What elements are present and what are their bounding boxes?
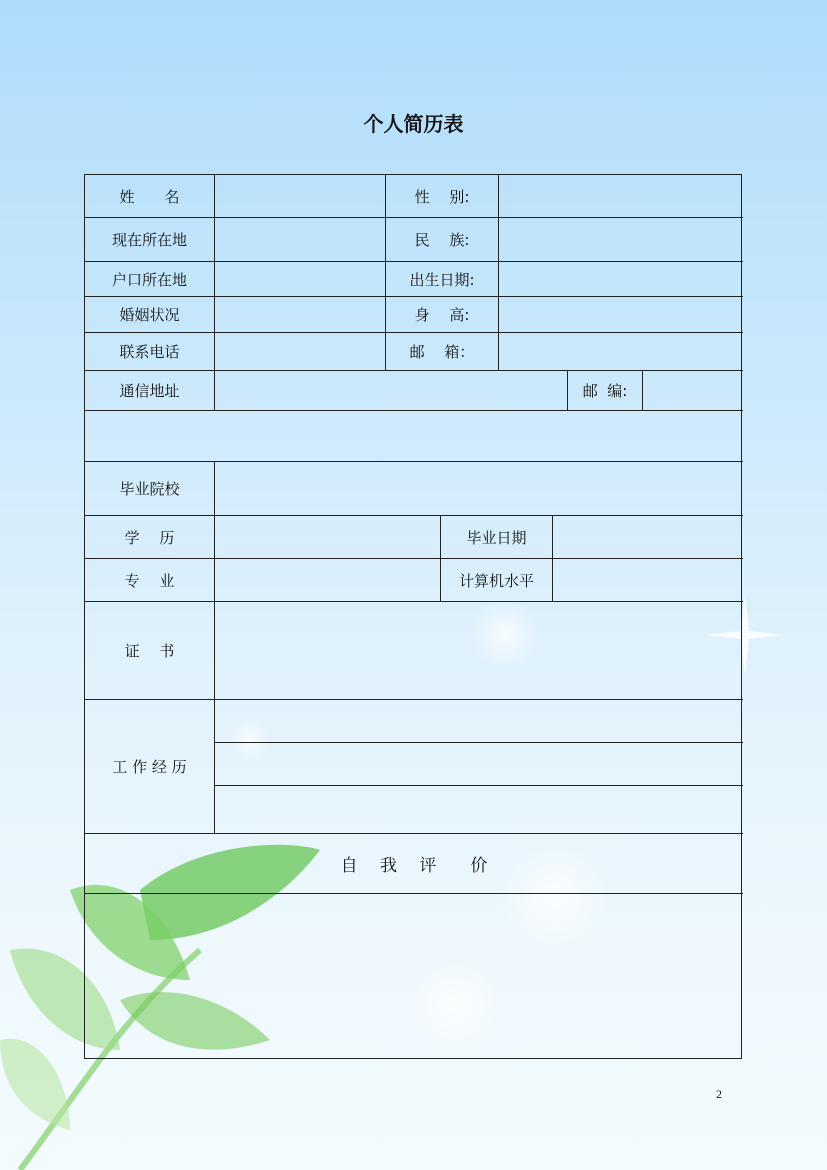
self-evaluation-field[interactable]	[85, 894, 743, 1058]
work-experience-entry[interactable]	[215, 700, 743, 743]
major-label: 专 业	[85, 559, 215, 602]
work-experience-label: 工 作 经 历	[85, 700, 215, 834]
education-label: 学 历	[85, 516, 215, 559]
phone-label: 联系电话	[85, 333, 215, 371]
graduation-date-label: 毕业日期	[441, 516, 553, 559]
hukou-location-label: 户口所在地	[85, 262, 215, 297]
resume-form	[84, 174, 742, 1059]
school-label: 毕业院校	[85, 462, 215, 516]
phone-field[interactable]	[215, 333, 386, 371]
gender-field[interactable]	[499, 175, 743, 218]
computer-level-field[interactable]	[553, 559, 743, 602]
marital-status-field[interactable]	[215, 297, 386, 333]
certificates-field[interactable]	[215, 602, 743, 700]
birth-date-field[interactable]	[499, 262, 743, 297]
hukou-location-field[interactable]	[215, 262, 386, 297]
work-experience-entry[interactable]	[215, 786, 743, 834]
height-field[interactable]	[499, 297, 743, 333]
education-field[interactable]	[215, 516, 441, 559]
ethnicity-field[interactable]	[499, 218, 743, 262]
marital-status-label: 婚姻状况	[85, 297, 215, 333]
self-evaluation-header: 自 我 评 价	[85, 834, 743, 894]
computer-level-label: 计算机水平	[441, 559, 553, 602]
height-label: 身 高:	[386, 297, 499, 333]
page-number: 2	[716, 1087, 722, 1101]
address-field[interactable]	[215, 371, 568, 411]
ethnicity-label: 民 族:	[386, 218, 499, 262]
postcode-label: 邮 编:	[568, 371, 643, 411]
work-experience-entry[interactable]	[215, 743, 743, 786]
birth-date-label: 出生日期:	[386, 262, 499, 297]
email-field[interactable]	[499, 333, 743, 371]
major-field[interactable]	[215, 559, 441, 602]
current-location-field[interactable]	[215, 218, 386, 262]
postcode-field[interactable]	[643, 371, 743, 411]
name-label: 姓 名	[85, 175, 215, 218]
address-label: 通信地址	[85, 371, 215, 411]
name-field[interactable]	[215, 175, 386, 218]
page-title: 个人简历表	[363, 112, 464, 136]
certificates-label: 证 书	[85, 602, 215, 700]
current-location-label: 现在所在地	[85, 218, 215, 262]
graduation-date-field[interactable]	[553, 516, 743, 559]
blank-row[interactable]	[85, 411, 743, 462]
school-field[interactable]	[215, 462, 743, 516]
email-label: 邮 箱：	[386, 333, 499, 371]
gender-label: 性 别:	[386, 175, 499, 218]
